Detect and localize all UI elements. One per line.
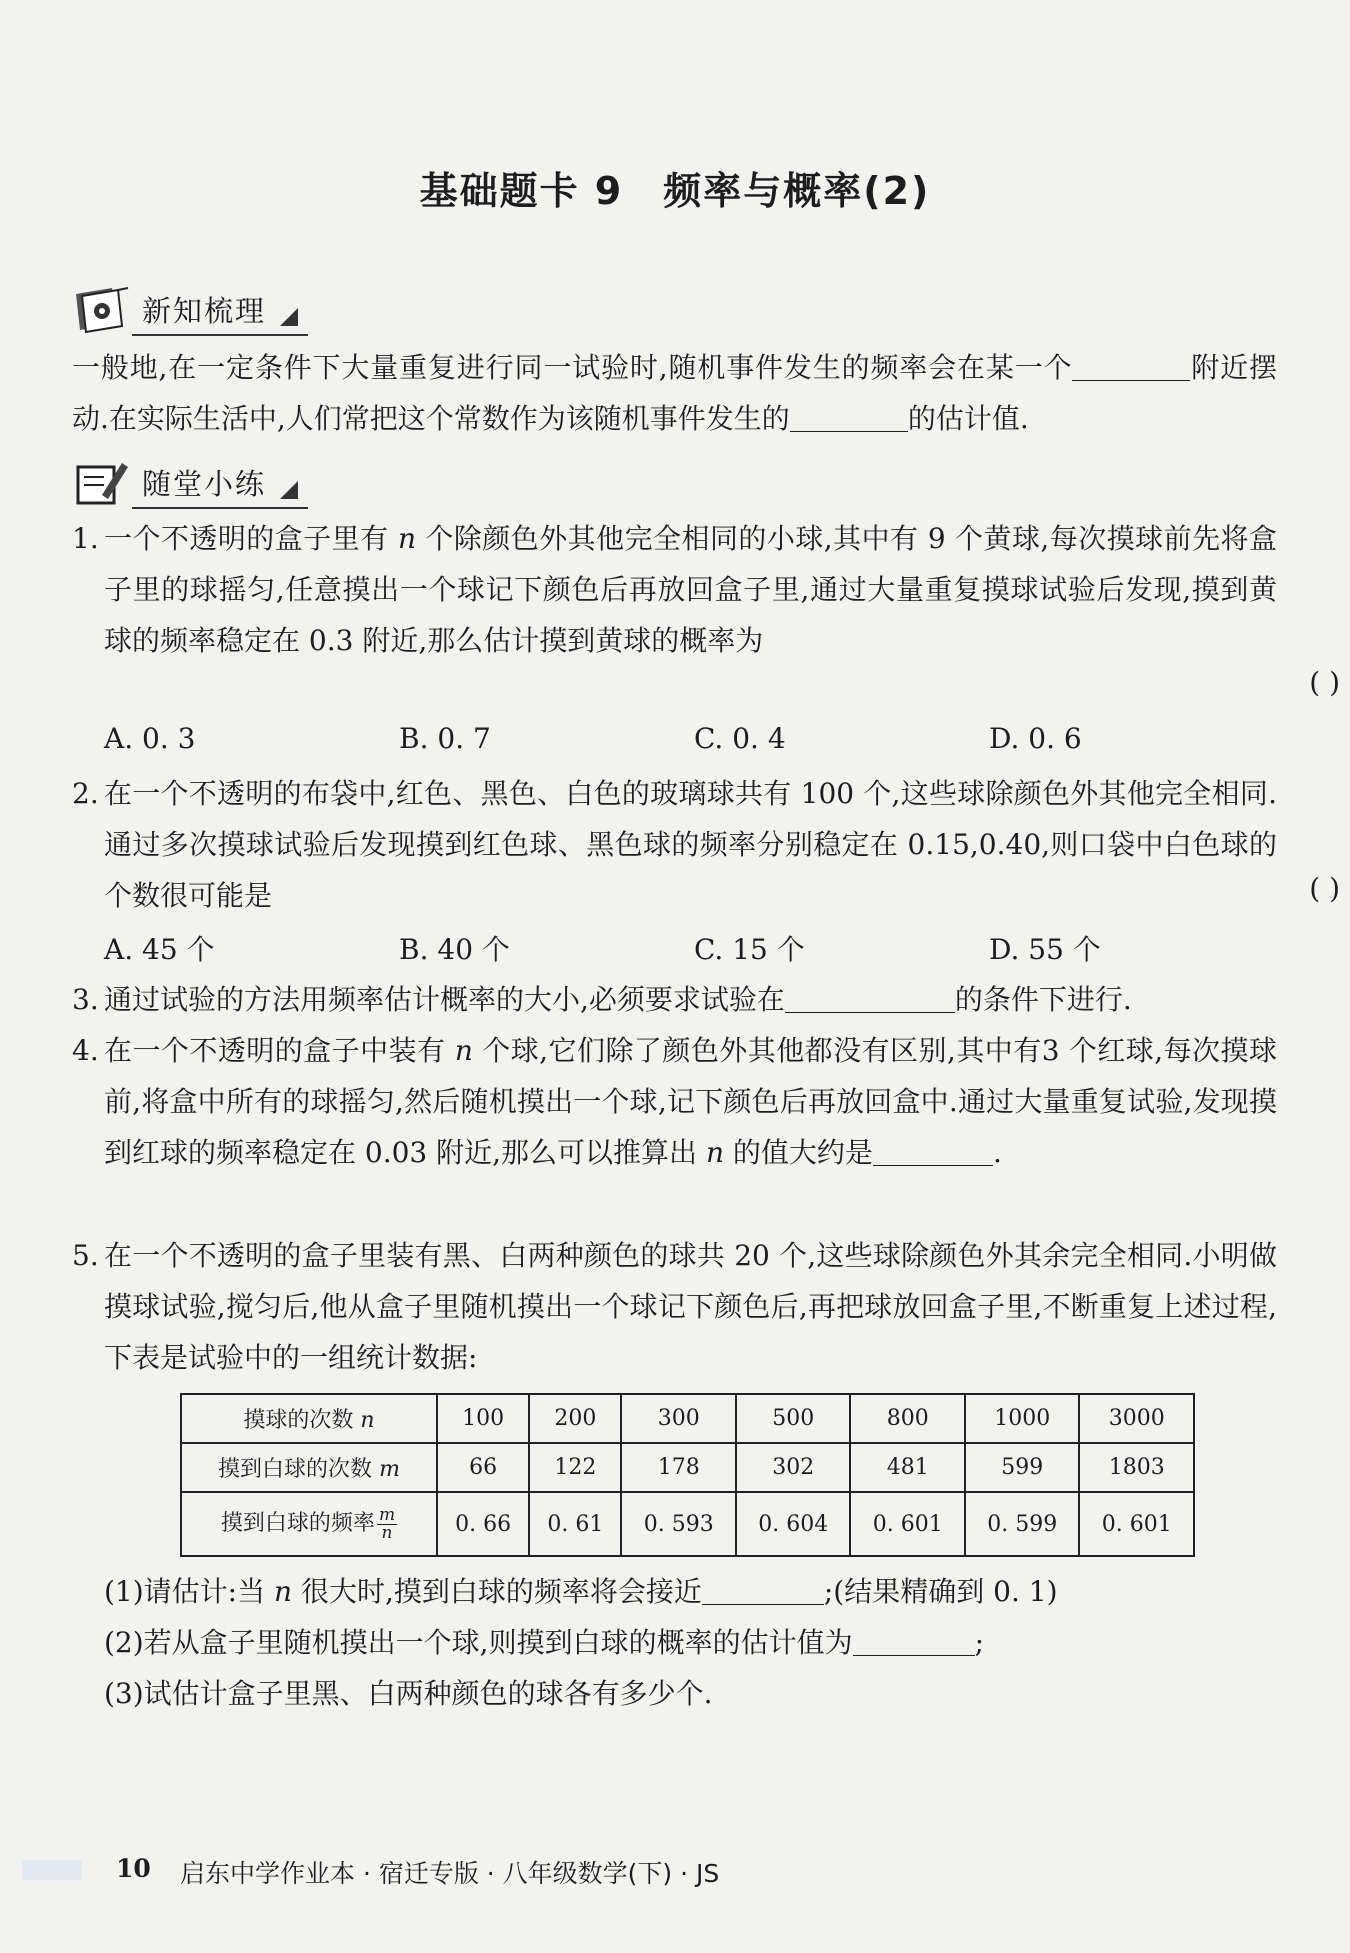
table-cell: 481: [850, 1443, 965, 1492]
table-cell: 122: [529, 1443, 621, 1492]
scan-smudge: [22, 1860, 82, 1880]
answer-blank[interactable]: [873, 1135, 993, 1166]
notebook-icon: [72, 284, 134, 334]
sub-question-1: (1)请估计:当 n 很大时,摸到白球的频率将会接近 ;(结果精确到 0. 1): [104, 1575, 1058, 1608]
option-a[interactable]: A. 45 个: [104, 933, 215, 966]
title-topic: 频率与概率(2): [663, 169, 931, 213]
page-number: 10: [116, 1854, 151, 1883]
section-label: 随堂小练: [142, 466, 267, 501]
pen-notebook-icon: [72, 457, 134, 507]
answer-blank[interactable]: [853, 1625, 975, 1656]
table-cell: 599: [965, 1443, 1080, 1492]
table-cell: 0. 593: [621, 1492, 736, 1556]
option-c[interactable]: C. 15 个: [694, 933, 805, 966]
table-cell: 0. 66: [437, 1492, 529, 1556]
table-cell: 0. 601: [1079, 1492, 1194, 1556]
page-title: [0, 160, 1350, 215]
table-cell: 0. 601: [850, 1492, 965, 1556]
question-4: 4. 在一个不透明的盒子中装有 n 个球,它们除了颜色外其他都没有区别,其中有3 个红球,每次摸球前,将盒中所有的球摇匀,然后随机摸出一个球,记下颜色后再放回盒中.通过大量重复试验,发现摸到红球的频率稳定在 0.03 附近,那么可以推算出 n 的值大约是 .: [72, 1034, 1277, 1169]
option-b[interactable]: B. 0. 7: [399, 722, 491, 755]
table-row: [181, 1492, 1194, 1556]
question-3: 3. 通过试验的方法用频率估计概率的大小,必须要求试验在 的条件下进行.: [72, 983, 1132, 1016]
table-cell: 200: [529, 1394, 621, 1443]
section-header-class-practice: [72, 455, 298, 509]
answer-parentheses[interactable]: ( ): [1309, 872, 1340, 905]
answer-blank[interactable]: [702, 1574, 824, 1605]
option-d[interactable]: D. 0. 6: [989, 722, 1082, 755]
table-cell: 1000: [965, 1394, 1080, 1443]
table-cell: 1803: [1079, 1443, 1194, 1492]
row-header: 摸到白球的频率 $\frac{m}{n}$: [181, 1492, 437, 1556]
option-a[interactable]: A. 0. 3: [104, 722, 196, 755]
row-header: 摸到白球的次数 m: [181, 1443, 437, 1492]
triangle-marker-icon: [280, 481, 298, 499]
option-d[interactable]: D. 55 个: [989, 933, 1101, 966]
question-5: 5. 在一个不透明的盒子里装有黑、白两种颜色的球共 20 个,这些球除颜色外其余完全相同.小明做摸球试验,搅匀后,他从盒子里随机摸出一个球记下颜色后,再把球放回盒子里,不断重复上述过程,下表是试验中的一组统计数据:: [72, 1239, 1277, 1374]
question-2: 2. 在一个不透明的布袋中,红色、黑色、白色的玻璃球共有 100 个,这些球除颜色外其他完全相同.通过多次摸球试验后发现摸到红色球、黑色球的频率分别稳定在 0.15,0.40,则口袋中白色球的个数很可能是: [72, 777, 1277, 912]
footer-text: 启东中学作业本 · 宿迁专版 · 八年级数学(下) · JS: [180, 1859, 720, 1888]
fraction: $\frac{m}{n}$: [378, 1504, 396, 1543]
option-b[interactable]: B. 40 个: [399, 933, 510, 966]
option-c[interactable]: C. 0. 4: [694, 722, 786, 755]
concept-paragraph: 一般地,在一定条件下大量重复进行同一试验时,随机事件发生的频率会在某一个 附近摆动.在实际生活中,人们常把这个常数作为该随机事件发生的 的估计值.: [72, 351, 1277, 435]
answer-blank[interactable]: [785, 982, 955, 1013]
table-cell: 178: [621, 1443, 736, 1492]
triangle-marker-icon: [280, 308, 298, 326]
sub-question-3: (3)试估计盒子里黑、白两种颜色的球各有多少个.: [104, 1677, 713, 1710]
table-cell: 300: [621, 1394, 736, 1443]
answer-blank[interactable]: [1072, 350, 1190, 381]
table-row: [181, 1443, 1194, 1492]
statistics-table: [180, 1393, 1195, 1557]
row-header: 摸球的次数 n: [181, 1394, 437, 1443]
section-header-new-knowledge: [72, 282, 298, 336]
table-cell: 66: [437, 1443, 529, 1492]
table-row: [181, 1394, 1194, 1443]
table-cell: 500: [736, 1394, 851, 1443]
question-1-options: [104, 722, 1284, 755]
sub-question-2: (2)若从盒子里随机摸出一个球,则摸到白球的概率的估计值为 ;: [104, 1626, 985, 1659]
table-cell: 0. 604: [736, 1492, 851, 1556]
section-label: 新知梳理: [142, 293, 267, 328]
section-divider: [132, 507, 308, 509]
answer-blank[interactable]: [790, 401, 908, 432]
question-2-options: [104, 928, 1284, 968]
page-footer: [0, 1850, 1350, 1890]
section-divider: [132, 334, 308, 336]
question-1: 1. 一个不透明的盒子里有 n 个除颜色外其他完全相同的小球,其中有 9 个黄球,每次摸球前先将盒子里的球摇匀,任意摸出一个球记下颜色后再放回盒子里,通过大量重复摸球试验后发现,摸到黄球的频率稳定在 0.3 附近,那么估计摸到黄球的概率为: [72, 522, 1277, 657]
table-cell: 3000: [1079, 1394, 1194, 1443]
table-cell: 0. 599: [965, 1492, 1080, 1556]
title-card-number: 基础题卡 9: [419, 169, 624, 213]
table-cell: 800: [850, 1394, 965, 1443]
table-cell: 100: [437, 1394, 529, 1443]
answer-parentheses[interactable]: ( ): [1309, 666, 1340, 699]
table-cell: 302: [736, 1443, 851, 1492]
table-cell: 0. 61: [529, 1492, 621, 1556]
